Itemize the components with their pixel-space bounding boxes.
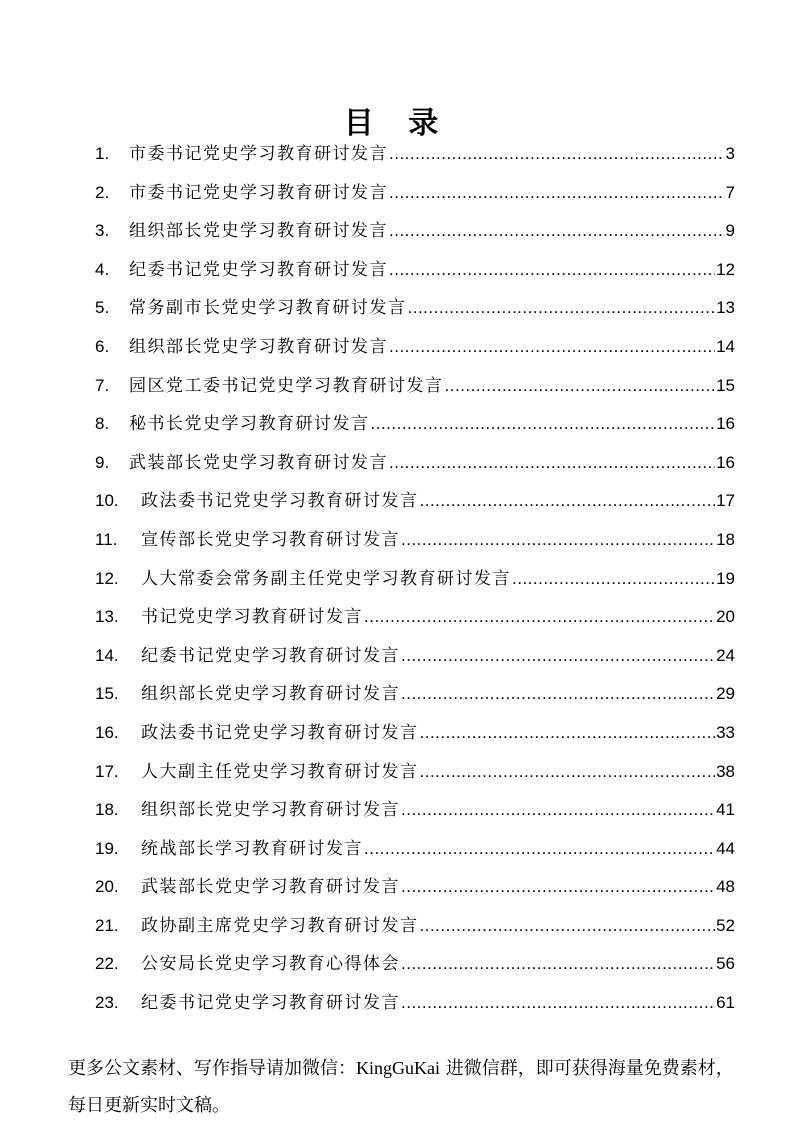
toc-entry-page-number: 56 xyxy=(716,954,735,974)
toc-entry-number: 22. xyxy=(95,954,119,974)
toc-entry-page-number: 18 xyxy=(716,529,735,549)
toc-entry-number: 1. xyxy=(95,144,110,163)
footer-note xyxy=(68,1050,738,1124)
toc-dot-leader xyxy=(420,719,716,747)
toc-entry-page-number: 41 xyxy=(716,800,735,820)
toc-entry-number: 11. xyxy=(95,529,118,549)
toc-dot-leader xyxy=(401,873,715,901)
toc-entry[interactable] xyxy=(95,950,735,989)
toc-dot-leader xyxy=(401,680,715,708)
toc-entry[interactable] xyxy=(95,758,735,797)
toc-entry-title: 政法委书记党史学习教育研讨发言 xyxy=(141,722,419,743)
toc-entry-page-number: 13 xyxy=(716,298,735,318)
toc-entry-page-number: 24 xyxy=(716,645,735,665)
toc-entry-title: 纪委书记党史学习教育研讨发言 xyxy=(141,645,400,666)
toc-entry-title: 宣传部长党史学习教育研讨发言 xyxy=(141,529,400,550)
toc-entry-page-number: 29 xyxy=(716,684,735,704)
toc-entry-number: 3. xyxy=(95,221,110,241)
toc-entry-page-number: 3 xyxy=(725,144,735,163)
toc-entry-title: 政协副主席党史学习教育研讨发言 xyxy=(141,915,419,936)
toc-entry[interactable] xyxy=(95,487,735,526)
toc-entry-page-number: 48 xyxy=(716,877,735,897)
toc-entry-page-number: 44 xyxy=(716,838,735,858)
toc-entry-page-number: 15 xyxy=(716,375,735,395)
toc-entry-number: 6. xyxy=(95,336,110,356)
toc-entry-page-number: 16 xyxy=(716,414,735,434)
toc-entry-title: 组织部长党史学习教育研讨发言 xyxy=(129,336,388,357)
toc-entry-title: 公安局长党史学习教育心得体会 xyxy=(141,954,400,975)
toc-entry-number: 12. xyxy=(95,568,119,588)
toc-entry[interactable] xyxy=(95,217,735,256)
footer-text-before: 更多公文素材、写作指导请加微信： xyxy=(68,1058,356,1079)
toc-dot-leader xyxy=(364,835,715,863)
toc-entry[interactable] xyxy=(95,333,735,372)
toc-entry-title: 人大副主任党史学习教育研讨发言 xyxy=(141,761,419,782)
toc-dot-leader xyxy=(401,796,715,824)
toc-entry-page-number: 52 xyxy=(716,915,735,935)
toc-entry-title: 统战部长学习教育研讨发言 xyxy=(141,838,363,859)
toc-dot-leader xyxy=(445,372,716,400)
toc-entry-page-number: 12 xyxy=(716,259,735,279)
toc-entry-page-number: 19 xyxy=(716,568,735,588)
toc-entry-number: 5. xyxy=(95,298,110,318)
toc-entry-title: 武装部长党史学习教育研讨发言 xyxy=(129,452,388,473)
toc-entry-number: 2. xyxy=(95,182,110,202)
toc-entry[interactable] xyxy=(95,294,735,333)
toc-entry[interactable] xyxy=(95,873,735,912)
toc-entry-title: 秘书长党史学习教育研讨发言 xyxy=(129,414,370,435)
toc-entry-page-number: 61 xyxy=(716,993,735,1013)
toc-entry[interactable] xyxy=(95,835,735,874)
toc-dot-leader xyxy=(389,449,715,477)
toc-entry-title: 组织部长党史学习教育研讨发言 xyxy=(129,221,388,242)
toc-entry-title: 市委书记党史学习教育研讨发言 xyxy=(129,182,388,203)
toc-entry-page-number: 14 xyxy=(716,336,735,356)
toc-entry-number: 13. xyxy=(95,607,119,627)
toc-entry[interactable] xyxy=(95,603,735,642)
toc-entry-page-number: 33 xyxy=(716,722,735,742)
toc-entry-title: 纪委书记党史学习教育研讨发言 xyxy=(141,993,400,1014)
toc-entry-page-number: 17 xyxy=(716,491,735,511)
toc-entry-page-number: 38 xyxy=(716,761,735,781)
toc-entry-number: 18. xyxy=(95,800,119,820)
toc-entry[interactable] xyxy=(95,179,735,218)
toc-entry-title: 园区党工委书记党史学习教育研讨发言 xyxy=(129,375,444,396)
toc-entry[interactable] xyxy=(95,680,735,719)
toc-entry[interactable] xyxy=(95,565,735,604)
toc-dot-leader xyxy=(389,333,715,361)
toc-entry[interactable] xyxy=(95,912,735,951)
toc-entry[interactable] xyxy=(95,256,735,295)
toc-entry-number: 10. xyxy=(95,491,119,511)
table-of-contents xyxy=(95,140,735,1028)
toc-dot-leader xyxy=(371,410,716,438)
toc-dot-leader xyxy=(512,565,715,593)
toc-entry-number: 17. xyxy=(95,761,119,781)
toc-entry-title: 市委书记党史学习教育研讨发言 xyxy=(129,144,388,164)
toc-entry-title: 组织部长党史学习教育研讨发言 xyxy=(141,684,400,705)
toc-entry[interactable] xyxy=(95,410,735,449)
toc-title: 目 录 xyxy=(343,106,451,142)
toc-entry-title: 政法委书记党史学习教育研讨发言 xyxy=(141,491,419,512)
toc-entry-number: 8. xyxy=(95,414,110,434)
toc-entry-title: 人大常委会常务副主任党史学习教育研讨发言 xyxy=(141,568,511,589)
toc-entry[interactable] xyxy=(95,526,735,565)
toc-entry[interactable] xyxy=(95,372,735,411)
toc-dot-leader xyxy=(364,603,715,631)
toc-entry[interactable] xyxy=(95,642,735,681)
toc-entry-title: 纪委书记党史学习教育研讨发言 xyxy=(129,259,388,280)
toc-dot-leader xyxy=(389,217,725,245)
toc-entry-number: 7. xyxy=(95,375,110,395)
toc-entry-page-number: 16 xyxy=(716,452,735,472)
toc-entry[interactable] xyxy=(95,796,735,835)
toc-entry-page-number: 7 xyxy=(725,182,735,202)
toc-entry-number: 15. xyxy=(95,684,119,704)
toc-entry-title: 书记党史学习教育研讨发言 xyxy=(141,607,363,628)
toc-entry-number: 19. xyxy=(95,838,119,858)
toc-entry-page-number: 9 xyxy=(725,221,735,241)
toc-dot-leader xyxy=(389,256,715,284)
toc-dot-leader xyxy=(389,179,725,207)
toc-dot-leader xyxy=(420,758,716,786)
toc-entry-title: 武装部长党史学习教育研讨发言 xyxy=(141,877,400,898)
toc-dot-leader xyxy=(408,294,716,322)
toc-entry-number: 16. xyxy=(95,722,119,742)
toc-entry-number: 20. xyxy=(95,877,119,897)
toc-entry[interactable] xyxy=(95,719,735,758)
toc-dot-leader xyxy=(401,950,715,978)
toc-entry-number: 23. xyxy=(95,993,119,1013)
toc-dot-leader xyxy=(401,642,715,670)
toc-entry-title: 常务副市长党史学习教育研讨发言 xyxy=(129,298,407,319)
toc-dot-leader xyxy=(401,526,715,554)
toc-dot-leader xyxy=(420,912,716,940)
toc-dot-leader xyxy=(420,487,716,515)
toc-dot-leader xyxy=(389,140,725,168)
footer-text-after: 进微信群，即可获得海量免费素材，每日更新实时文稿。 xyxy=(68,1058,734,1116)
toc-entry[interactable] xyxy=(95,140,735,179)
wechat-id: KingGuKai xyxy=(356,1058,440,1078)
toc-entry-number: 9. xyxy=(95,452,110,472)
toc-entry-number: 14. xyxy=(95,645,119,665)
toc-entry-page-number: 20 xyxy=(716,607,735,627)
toc-entry[interactable] xyxy=(95,449,735,488)
toc-dot-leader xyxy=(401,989,715,1017)
toc-entry-title: 组织部长党史学习教育研讨发言 xyxy=(141,800,400,821)
toc-entry-number: 21. xyxy=(95,915,119,935)
toc-entry-number: 4. xyxy=(95,259,110,279)
toc-entry[interactable] xyxy=(95,989,735,1028)
